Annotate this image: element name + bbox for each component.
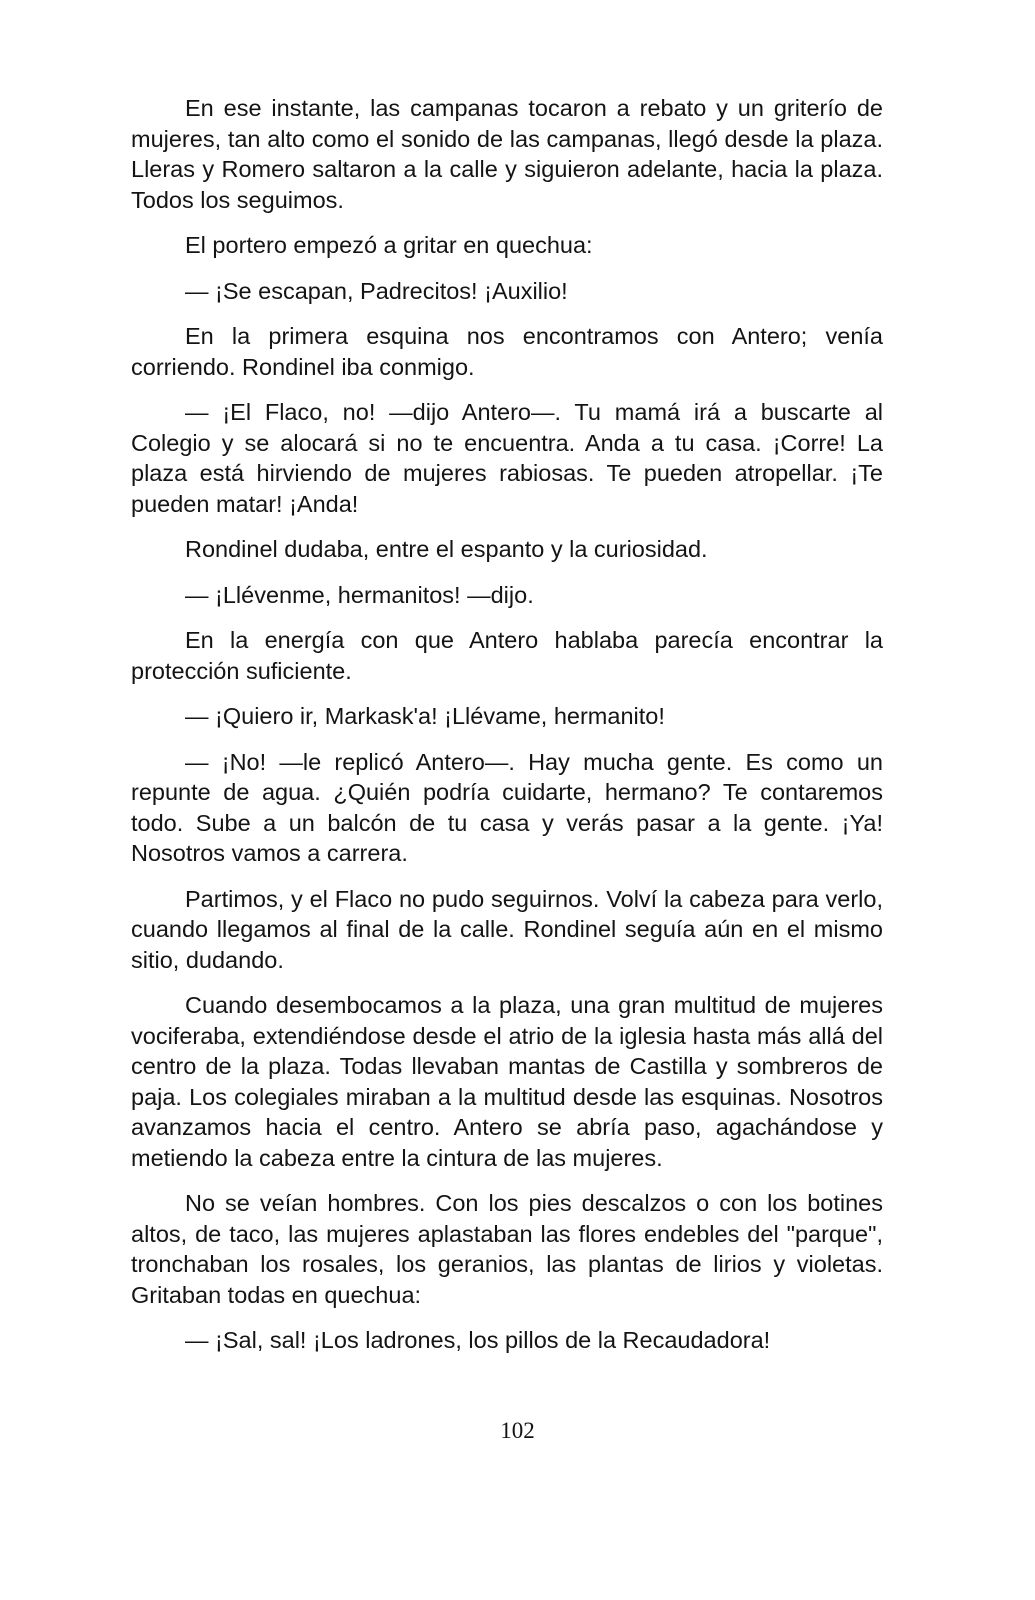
paragraph: En la energía con que Antero hablaba parecía encontrar la protección suficiente. bbox=[131, 627, 883, 684]
body-text bbox=[131, 93, 883, 1371]
paragraph: — ¡Se escapan, Padrecitos! ¡Auxilio! bbox=[185, 277, 568, 304]
paragraph: — ¡No! —le replicó Antero—. Hay mucha gente. Es como un repunte de agua. ¿Quién podría cuidarte, hermano? Te contaremos todo. Sube a un balcón de tu casa y verás pasar a la gente. ¡Ya! Nosotros vamos a carrera. bbox=[131, 748, 883, 866]
paragraph: Partimos, y el Flaco no pudo seguirnos. Volví la cabeza para verlo, cuando llegamos al final de la calle. Rondinel seguía aún en el mismo sitio, dudando. bbox=[131, 885, 883, 973]
paragraph: Cuando desembocamos a la plaza, una gran multitud de mujeres vociferaba, extendiéndose desde el atrio de la iglesia hasta más allá del centro de la plaza. Todas llevaban mantas de Castilla y sombreros de paja. Los colegiales miraban a la multitud desde las esquinas. Nosotros avanzamos hacia el centro. Antero se abría paso, agachándose y metiendo la cabeza entre la cintura de las mujeres. bbox=[131, 992, 883, 1171]
paragraph: En ese instante, las campanas tocaron a rebato y un griterío de mujeres, tan alto como el sonido de las campanas, llegó desde la plaza. Lleras y Romero saltaron a la calle y siguieron adelante, hacia la plaza. Todos los seguimos. bbox=[131, 95, 883, 213]
paragraph: El portero empezó a gritar en quechua: bbox=[185, 232, 593, 258]
page-number: 102 bbox=[500, 1418, 535, 1443]
paragraph: — ¡Sal, sal! ¡Los ladrones, los pillos de la Recaudadora! bbox=[185, 1327, 771, 1353]
paragraph: No se veían hombres. Con los pies descalzos o con los botines altos, de taco, las mujeres aplastaban las flores endebles del "parque", tronchaban los rosales, los geranios, las plantas de lirios y violetas. Gritaban todas en quechua: bbox=[131, 1190, 883, 1308]
paragraph: — ¡Quiero ir, Markask'a! ¡Llévame, hermanito! bbox=[185, 703, 665, 729]
paragraph: — ¡El Flaco, no! —dijo Antero—. Tu mamá irá a buscarte al Colegio y se alocará si no te encuentra. Anda a tu casa. ¡Corre! La plaza está hirviendo de mujeres rabiosas. Te pueden atropellar. ¡Te pueden matar! ¡Anda! bbox=[131, 399, 883, 517]
paragraph: — ¡Llévenme, hermanitos! —dijo. bbox=[185, 581, 534, 608]
paragraph: Rondinel dudaba, entre el espanto y la curiosidad. bbox=[185, 536, 708, 562]
paragraph: En la primera esquina nos encontramos con Antero; venía corriendo. Rondinel iba conmigo. bbox=[131, 323, 883, 380]
